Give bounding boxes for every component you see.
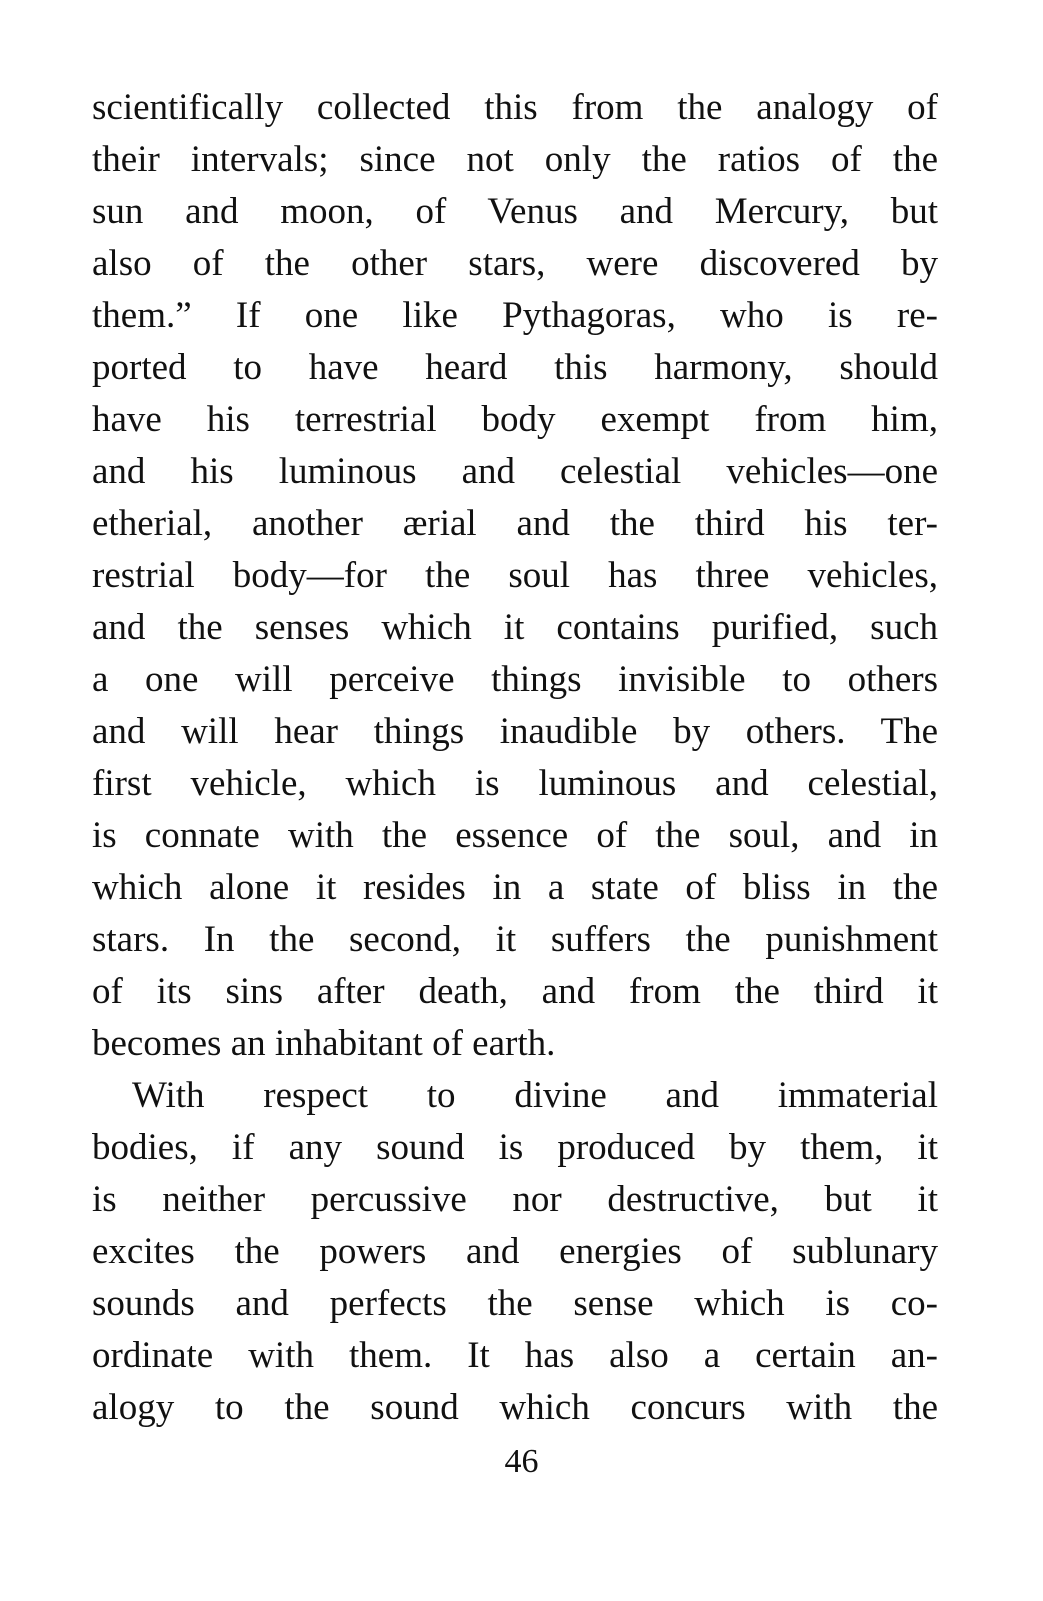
text-line: first vehicle, which is luminous and celestial,: [92, 763, 938, 804]
text-line: excites the powers and energies of sublunary: [92, 1231, 938, 1272]
text-line: alogy to the sound which concurs with the: [92, 1387, 938, 1428]
text-line: sounds and perfects the sense which is co-: [92, 1283, 938, 1324]
text-line: a one will perceive things invisible to others: [92, 659, 938, 700]
text-line: scientifically collected this from the analogy of: [92, 87, 938, 128]
text-line: With respect to divine and immaterial: [132, 1075, 938, 1116]
text-line: and will hear things inaudible by others. The: [92, 711, 938, 752]
page-number: 46: [504, 1443, 539, 1480]
text-line: ported to have heard this harmony, should: [92, 347, 938, 388]
text-line: and the senses which it contains purified, such: [92, 607, 938, 648]
text-line: stars. In the second, it suffers the punishment: [92, 919, 938, 960]
text-line: of its sins after death, and from the third it: [92, 971, 938, 1012]
text-line: which alone it resides in a state of bliss in the: [92, 867, 938, 908]
text-line: also of the other stars, were discovered by: [92, 243, 938, 284]
text-line: becomes an inhabitant of earth.: [92, 1023, 556, 1064]
text-line: is neither percussive nor destructive, but it: [92, 1179, 938, 1220]
paragraph-2: [92, 1070, 938, 1434]
text-line: bodies, if any sound is produced by them, it: [92, 1127, 938, 1168]
text-line: sun and moon, of Venus and Mercury, but: [92, 191, 938, 232]
text-line: them.” If one like Pythagoras, who is re-: [92, 295, 938, 336]
text-line: etherial, another ærial and the third his ter-: [92, 503, 938, 544]
text-line: their intervals; since not only the ratios of the: [92, 139, 938, 180]
text-line: ordinate with them. It has also a certain an-: [92, 1335, 938, 1376]
paragraph-1: [92, 82, 938, 1070]
body-text: [92, 82, 938, 1434]
text-line: have his terrestrial body exempt from him,: [92, 399, 938, 440]
text-line: and his luminous and celestial vehicles—one: [92, 451, 938, 492]
text-line: is connate with the essence of the soul, and in: [92, 815, 938, 856]
text-line: restrial body—for the soul has three vehicles,: [92, 555, 938, 596]
